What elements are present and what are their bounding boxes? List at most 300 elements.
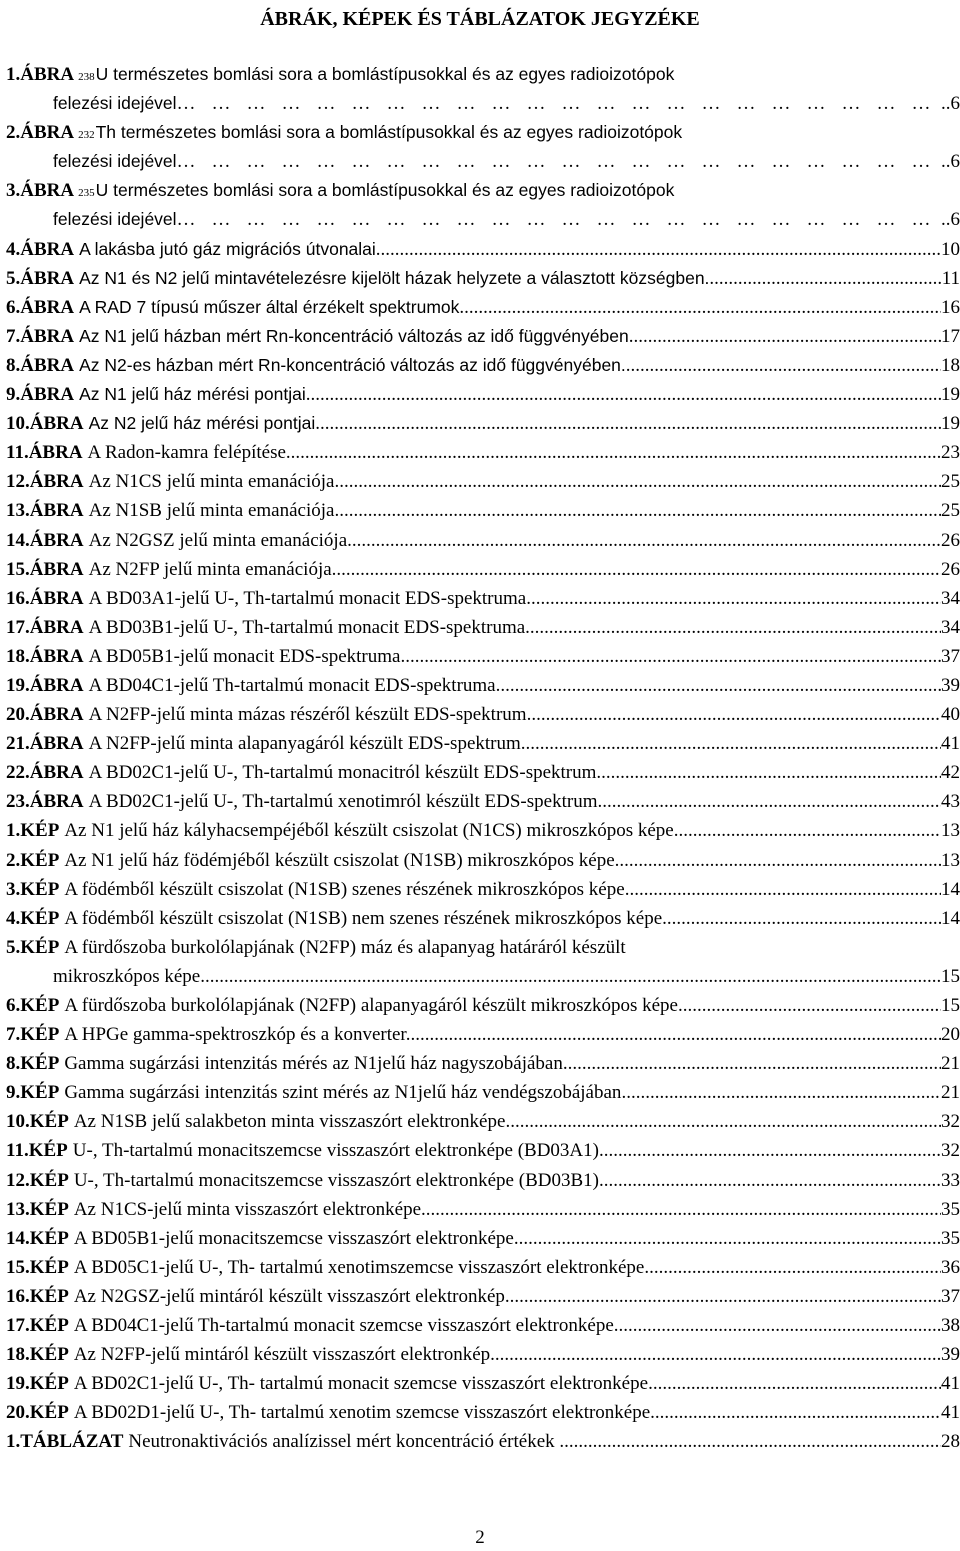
- toc-entry-kind: KÉP: [20, 995, 60, 1016]
- toc-entry-number: 1.: [6, 1431, 21, 1453]
- toc-entry-number: 10.: [6, 1111, 30, 1133]
- toc-entry-page: 11: [941, 267, 960, 289]
- toc-entry-page: 18: [941, 354, 960, 376]
- toc-entry: [6, 1282, 960, 1311]
- toc-dot-leader: [306, 380, 941, 409]
- toc-dot-leader: [615, 846, 941, 875]
- toc-entry-number: 2.: [6, 122, 21, 144]
- toc-entry-kind: KÉP: [20, 1024, 60, 1046]
- toc-entry-kind: ÁBRA: [29, 587, 84, 609]
- toc-dot-leader: [564, 1427, 941, 1456]
- toc-entry-kind: ÁBRA: [29, 674, 84, 696]
- toc-entry-continuation: felezési idejével: [53, 209, 177, 230]
- toc-entry-number: 14.: [6, 529, 30, 551]
- toc-entry-label: [6, 642, 89, 671]
- toc-entry-kind: ÁBRA: [20, 354, 75, 376]
- toc-entry-number: 21.: [6, 733, 30, 755]
- toc-entry: [6, 787, 960, 816]
- toc-entry-label: [6, 991, 64, 1020]
- toc-entry-number: 13.: [6, 500, 30, 522]
- toc-entry-number: 16.: [6, 587, 30, 609]
- toc-entry-label: [6, 118, 78, 147]
- toc-entry-text: A HPGe gamma-spektroszkóp és a konverter.: [64, 1024, 411, 1046]
- toc-entry-text: U természetes bomlási sora a bomlástípusokkal és az egyes radioizotópok: [95, 180, 675, 201]
- toc-entry: [6, 496, 960, 525]
- toc-entry-number: 5.: [6, 936, 21, 958]
- toc-entry: [6, 671, 960, 700]
- toc-entry-page: 26: [941, 529, 960, 551]
- toc-entry-text: Az N1CS-jelű minta visszaszórt elektronképe: [73, 1198, 421, 1220]
- toc-entry-kind: KÉP: [29, 1256, 69, 1278]
- toc-dot-leader: [678, 991, 941, 1020]
- toc-entry-number: 3.: [6, 878, 21, 900]
- toc-dot-leader: [347, 526, 941, 555]
- toc-entry: [6, 904, 960, 933]
- toc-entry-label: [6, 555, 89, 584]
- toc-entry-label: [6, 1049, 64, 1078]
- toc-dot-leader: [400, 642, 941, 671]
- toc-entry: [6, 1398, 960, 1427]
- toc-entry-text: Az N2FP-jelű mintáról készült visszaszórt elektronkép: [73, 1344, 491, 1366]
- toc-entry-kind: KÉP: [20, 907, 60, 929]
- toc-entry-kind: ÁBRA: [20, 64, 75, 85]
- toc-entry-label: [6, 846, 64, 875]
- toc-entry-line: [6, 1107, 960, 1136]
- toc-entry: [6, 1049, 960, 1078]
- toc-entry-line: [6, 1427, 960, 1456]
- toc-entry-line: [6, 1311, 960, 1340]
- toc-entry: [6, 264, 960, 293]
- toc-entry-line: [6, 1136, 960, 1165]
- toc-entry-kind: KÉP: [29, 1227, 69, 1249]
- toc-entry-kind: ÁBRA: [20, 180, 75, 202]
- toc-entry-line: [6, 1195, 960, 1224]
- toc-entry-line: [6, 875, 960, 904]
- toc-entry-page: 13: [941, 820, 960, 842]
- toc-entry: [6, 293, 960, 322]
- toc-entry-kind: KÉP: [29, 1111, 69, 1133]
- toc-entry-text: A Radon-kamra felépítése: [87, 442, 286, 464]
- toc-entry: [6, 467, 960, 496]
- page-title: ÁBRÁK, KÉPEK ÉS TÁBLÁZATOK JEGYZÉKE: [260, 8, 700, 30]
- toc-entry: [6, 351, 960, 380]
- toc-entry: [6, 700, 960, 729]
- toc-entry-label: [6, 351, 79, 380]
- toc-entry-kind: ÁBRA: [29, 616, 84, 638]
- toc-entry-kind: KÉP: [29, 1285, 69, 1307]
- toc-entry-line: [6, 264, 960, 293]
- toc-entry-page: 36: [941, 1256, 960, 1278]
- toc-entry-kind: ÁBRA: [29, 733, 84, 755]
- toc-entry-text: A födémből készült csiszolat (N1SB) szenes részének mikroszkópos képe: [64, 878, 625, 900]
- toc-entry-number: 20.: [6, 1402, 30, 1424]
- toc-entry-kind: ÁBRA: [20, 267, 75, 289]
- toc-entry-label: [6, 1253, 74, 1282]
- toc-dot-leader: [596, 758, 941, 787]
- toc-entry-line: [6, 235, 960, 264]
- toc-entry-label: [6, 787, 89, 816]
- toc-entry-number: 10.: [6, 413, 30, 435]
- toc-entry-label: [6, 526, 89, 555]
- toc-entry-label: [6, 1020, 64, 1049]
- toc-entry-label: [6, 1136, 73, 1165]
- toc-entry-kind: ÁBRA: [29, 558, 84, 580]
- toc-entry-line: [6, 787, 960, 816]
- toc-dot-leader: [644, 1253, 941, 1282]
- toc-entry: [6, 1427, 960, 1456]
- toc-entry-number: 11.: [6, 1140, 29, 1162]
- toc-dot-leader: [621, 1078, 941, 1107]
- toc-entry-page: ..6: [941, 209, 960, 231]
- toc-entry-text: Gamma sugárzási intenzitás szint mérés az N1jelű ház vendégszobájában: [64, 1082, 622, 1104]
- toc-entry-label: [6, 933, 64, 962]
- toc-entry: [6, 729, 960, 758]
- toc-entry-page: 43: [941, 791, 960, 813]
- toc-dot-leader: [709, 264, 941, 293]
- toc-entry-line: [6, 816, 960, 845]
- toc-entry-page: 14: [941, 907, 960, 929]
- toc-entry-label: [6, 1195, 74, 1224]
- toc-entry-kind: KÉP: [28, 1140, 68, 1162]
- toc-entry-kind: ÁBRA: [29, 704, 84, 726]
- toc-entry-page: 41: [941, 733, 960, 755]
- toc-entry-line: [6, 496, 960, 525]
- toc-entry-line: [6, 991, 960, 1020]
- toc-entry-page: 10: [941, 238, 960, 260]
- toc-entry-number: 20.: [6, 704, 30, 726]
- toc-entry-line: 2.ÁBRA 232 Th természetes bomlási sora a bomlástípusokkal és az egyes radioizotópok: [6, 118, 960, 147]
- toc-entry-text: A BD03B1-jelű U-, Th-tartalmú monacit EDS-spektruma: [88, 616, 526, 638]
- toc-entry: [6, 555, 960, 584]
- toc-entry-text: U-, Th-tartalmú monacitszemcse visszaszórt elektronképe (BD03B1): [73, 1169, 599, 1191]
- toc-entry: [6, 1020, 960, 1049]
- toc-entry-page: 15: [941, 965, 960, 987]
- toc-entry-kind: KÉP: [20, 820, 60, 842]
- toc-entry-line: [6, 1253, 960, 1282]
- toc-entry-continuation: felezési idejével: [53, 93, 177, 114]
- toc-entry-text: A födémből készült csiszolat (N1SB) nem szenes részének mikroszkópos képe: [64, 907, 663, 929]
- toc-dot-leader: [526, 584, 941, 613]
- toc-entry-number: 8.: [6, 1053, 21, 1075]
- toc-entry-label: [6, 1398, 74, 1427]
- toc-entry-number: 12.: [6, 471, 30, 493]
- toc-dot-leader: [525, 613, 941, 642]
- toc-entry-number: 8.: [6, 354, 21, 376]
- toc-entry-page: 40: [941, 704, 960, 726]
- toc-entry-label: [6, 1427, 128, 1456]
- toc-entry: [6, 409, 960, 438]
- toc-entry-text: Az N2-es házban mért Rn-koncentráció változás az idő függvényében.: [79, 354, 626, 375]
- toc-entry-kind: KÉP: [20, 1082, 60, 1104]
- toc-entry-page: 41: [941, 1373, 960, 1395]
- toc-entry-page: 19: [941, 413, 960, 435]
- toc-entry-page: 23: [941, 442, 960, 464]
- toc-entry-number: 18.: [6, 1344, 30, 1366]
- toc-dot-leader: [496, 671, 941, 700]
- toc-entry-label: [6, 758, 89, 787]
- toc-entry-kind: ÁBRA: [20, 325, 75, 347]
- toc-entry-page: 37: [941, 1285, 960, 1307]
- toc-entry-number: 4.: [6, 907, 21, 929]
- toc-entry-text: Az N1 és N2 jelű mintavételezésre kijelölt házak helyzete a választott községben.: [79, 267, 710, 288]
- toc-entry-number: 12.: [6, 1169, 30, 1191]
- toc-entry-kind: KÉP: [29, 1315, 69, 1337]
- toc-entry-label: [6, 176, 78, 205]
- toc-entry: [6, 438, 960, 467]
- toc-dot-leader: [674, 816, 941, 845]
- toc-entry: [6, 118, 960, 176]
- toc-entry-page: 35: [941, 1227, 960, 1249]
- toc-entry-kind: ÁBRA: [29, 645, 84, 667]
- toc-entry-number: 3.: [6, 180, 21, 202]
- toc-dot-leader: [629, 322, 941, 351]
- toc-entry: [6, 322, 960, 351]
- toc-entry-number: 7.: [6, 325, 21, 347]
- toc-entry-label: [6, 438, 88, 467]
- toc-entry-line: [6, 1020, 960, 1049]
- toc-entry-kind: ÁBRA: [29, 762, 84, 784]
- toc-dot-leader: [505, 1107, 941, 1136]
- toc-dot-leader: [599, 1166, 941, 1195]
- toc-entry-number: 1.: [6, 64, 21, 85]
- toc-entry: [6, 380, 960, 409]
- toc-entry: [6, 176, 960, 234]
- toc-entry: [6, 642, 960, 671]
- toc-entry-text: Az N2GSZ jelű minta emanációja: [88, 529, 348, 551]
- toc-entry-label: [6, 380, 79, 409]
- toc-entry-line: [6, 1078, 960, 1107]
- toc-entry: [6, 758, 960, 787]
- toc-entry-line: [6, 467, 960, 496]
- toc-dot-leader: [376, 235, 941, 264]
- toc-entry-label: [6, 1369, 74, 1398]
- toc-entry-page: 14: [941, 878, 960, 900]
- toc-entry: [6, 1195, 960, 1224]
- toc-entry-line: [6, 555, 960, 584]
- table-of-contents: [6, 60, 960, 1457]
- toc-entry-line: [6, 409, 960, 438]
- toc-entry-text: A BD03A1-jelű U-, Th-tartalmú monacit EDS-spektruma: [88, 587, 527, 609]
- toc-entry-text: A BD02D1-jelű U-, Th- tartalmú xenotim szemcse visszaszórt elektronképe: [73, 1402, 651, 1424]
- toc-entry-line: [6, 1224, 960, 1253]
- toc-dot-leader: [563, 1049, 941, 1078]
- toc-entry-label: [6, 235, 79, 264]
- toc-entry-kind: KÉP: [20, 849, 60, 871]
- toc-entry-number: 16.: [6, 1285, 30, 1307]
- toc-entry-text: Az N1SB jelű salakbeton minta visszaszórt elektronképe: [73, 1111, 506, 1133]
- toc-entry-text: Az N1 jelű házban mért Rn-koncentráció változás az idő függvényében: [79, 325, 629, 346]
- toc-dot-leader: [334, 467, 941, 496]
- toc-entry-text: A BD02C1-jelű U-, Th-tartalmú monacitról készült EDS-spektrum: [88, 762, 597, 784]
- toc-entry-line: [6, 322, 960, 351]
- toc-dot-leader: [334, 496, 941, 525]
- toc-entry-page: 39: [941, 674, 960, 696]
- toc-dot-leader: [599, 1136, 941, 1165]
- toc-entry-label: [6, 1078, 64, 1107]
- toc-entry-kind: KÉP: [29, 1198, 69, 1220]
- toc-entry-label: [6, 1282, 74, 1311]
- toc-entry-continuation-line: [6, 962, 960, 991]
- toc-entry-text: A RAD 7 típusú műszer által érzékelt spektrumok: [79, 296, 460, 317]
- toc-entry-text: A BD05C1-jelű U-, Th- tartalmú xenotimszemcse visszaszórt elektronképe: [73, 1256, 645, 1278]
- toc-entry-number: 9.: [6, 1082, 21, 1104]
- toc-entry-continuation: felezési idejével: [53, 151, 177, 172]
- toc-entry: [6, 1340, 960, 1369]
- toc-entry-line: [6, 1340, 960, 1369]
- toc-entry-text: Az N1CS jelű minta emanációja: [88, 471, 335, 493]
- toc-entry-kind: ÁBRA: [20, 296, 75, 318]
- toc-entry-text: A BD04C1-jelű Th-tartalmú monacit szemcse visszaszórt elektronképe: [73, 1315, 614, 1337]
- toc-entry-kind: KÉP: [20, 878, 60, 900]
- toc-dot-leader: [650, 1398, 941, 1427]
- page-number: 2: [475, 1527, 485, 1548]
- toc-entry-page: ..6: [941, 151, 960, 173]
- toc-entry-kind: ÁBRA: [20, 384, 75, 406]
- toc-entry-line: [6, 293, 960, 322]
- toc-entry-label: [6, 409, 89, 438]
- toc-entry-label: [6, 1340, 74, 1369]
- toc-entry-number: 14.: [6, 1227, 30, 1249]
- toc-dot-leader: [286, 438, 941, 467]
- toc-entry-number: 15.: [6, 1256, 30, 1278]
- toc-entry-page: 25: [941, 500, 960, 522]
- toc-dot-leader: [410, 1020, 941, 1049]
- toc-dot-leader: [177, 147, 941, 176]
- toc-entry-label: [6, 671, 89, 700]
- toc-entry-continuation-line: [6, 147, 960, 176]
- toc-entry-line: [6, 380, 960, 409]
- toc-entry-line: [6, 1166, 960, 1195]
- toc-dot-leader: [521, 729, 941, 758]
- toc-entry-text: Th természetes bomlási sora a bomlástípusokkal és az egyes radioizotópok: [95, 122, 683, 143]
- toc-entry-page: 21: [941, 1053, 960, 1075]
- toc-dot-leader: [200, 962, 941, 991]
- toc-entry-text: U-, Th-tartalmú monacitszemcse visszaszórt elektronképe (BD03A1): [72, 1140, 599, 1162]
- toc-entry: [6, 60, 960, 118]
- toc-entry-page: 32: [941, 1140, 960, 1162]
- toc-entry-number: 17.: [6, 616, 30, 638]
- toc-entry-line: 1.ÁBRA 238 U természetes bomlási sora a bomlástípusokkal és az egyes radioizotópok: [6, 60, 960, 89]
- toc-dot-leader: [625, 875, 941, 904]
- toc-entry-number: 15.: [6, 558, 30, 580]
- toc-entry-label: [6, 496, 89, 525]
- toc-entry-page: 39: [941, 1344, 960, 1366]
- toc-entry-continuation: mikroszkópos képe: [53, 965, 201, 987]
- toc-entry-text: Az N1 jelű ház mérési pontjai: [79, 384, 306, 405]
- toc-entry-line: [6, 438, 960, 467]
- toc-dot-leader: [514, 1224, 941, 1253]
- toc-entry-number: 6.: [6, 995, 21, 1016]
- toc-entry-label: [6, 584, 89, 613]
- toc-entry-page: 34: [941, 616, 960, 638]
- toc-entry-number: 1.: [6, 820, 21, 842]
- toc-entry-page: 25: [941, 471, 960, 493]
- toc-entry-text: A fürdőszoba burkolólapjának (N2FP) máz és alapanyag határáról készült: [64, 936, 626, 958]
- toc-entry-kind: KÉP: [20, 936, 60, 958]
- toc-entry-line: [6, 758, 960, 787]
- toc-entry-text: A BD02C1-jelű U-, Th- tartalmú monacit szemcse visszaszórt elektronképe: [73, 1373, 649, 1395]
- toc-dot-leader: [597, 787, 941, 816]
- toc-entry: [6, 613, 960, 642]
- toc-entry-line: [6, 642, 960, 671]
- toc-entry-page: 32: [941, 1111, 960, 1133]
- toc-entry-number: 9.: [6, 384, 21, 406]
- toc-entry-text: Az N1SB jelű minta emanációja: [88, 500, 335, 522]
- toc-entry-text: A BD04C1-jelű Th-tartalmú monacit EDS-spektruma: [88, 674, 496, 696]
- toc-entry-kind: ÁBRA: [29, 529, 84, 551]
- toc-dot-leader: [648, 1369, 941, 1398]
- toc-entry-number: 4.: [6, 238, 21, 260]
- toc-entry: [6, 1078, 960, 1107]
- toc-entry-line: [6, 846, 960, 875]
- toc-entry-text: A BD02C1-jelű U-, Th-tartalmú xenotimról készült EDS-spektrum: [88, 791, 598, 813]
- toc-entry-line: [6, 933, 960, 962]
- toc-entry-page: 21: [941, 1082, 960, 1104]
- toc-entry: [6, 991, 960, 1020]
- toc-entry-page: 19: [941, 384, 960, 406]
- toc-entry-text: Az N2FP jelű minta emanációja: [88, 558, 332, 580]
- toc-entry-number: 6.: [6, 296, 21, 318]
- toc-entry-label: [6, 875, 64, 904]
- toc-entry-label: [6, 467, 89, 496]
- toc-entry-page: 16: [941, 296, 960, 318]
- toc-entry-number: 18.: [6, 645, 30, 667]
- toc-entry-text: A BD05B1-jelű monacitszemcse visszaszórt elektronképe: [73, 1227, 514, 1249]
- toc-dot-leader: [315, 409, 941, 438]
- toc-entry-page: 42: [941, 762, 960, 784]
- toc-entry-label: [6, 1311, 74, 1340]
- toc-entry-page: 13: [941, 849, 960, 871]
- toc-entry-text: Az N1 jelű ház födémjéből készült csiszolat (N1SB) mikroszkópos képe: [64, 849, 615, 871]
- toc-dot-leader: [177, 89, 941, 118]
- toc-entry: [6, 875, 960, 904]
- toc-entry-text: Az N1 jelű ház kályhacsempéjéből készült csiszolat (N1CS) mikroszkópos képe: [64, 820, 674, 842]
- toc-entry-label: [6, 1107, 74, 1136]
- toc-dot-leader: [332, 555, 941, 584]
- toc-entry-text: A lakásba jutó gáz migrációs útvonalai: [79, 238, 376, 259]
- toc-entry-continuation-line: [6, 205, 960, 234]
- toc-entry-continuation-line: [6, 89, 960, 118]
- toc-entry-text: A fürdőszoba burkolólapjának (N2FP) alapanyagáról készült mikroszkópos képe: [64, 995, 678, 1016]
- toc-dot-leader: [459, 293, 941, 322]
- toc-entry-label: [6, 1166, 74, 1195]
- toc-entry-line: [6, 1369, 960, 1398]
- toc-entry-number: 22.: [6, 762, 30, 784]
- toc-entry-text: Gamma sugárzási intenzitás mérés az N1jelű ház nagyszobájában: [64, 1053, 563, 1075]
- toc-entry-page: 28: [941, 1431, 960, 1453]
- toc-entry: [6, 526, 960, 555]
- toc-entry-text: A N2FP-jelű minta mázas részéről készült EDS-spektrum: [88, 704, 527, 726]
- toc-entry-page: 20: [941, 1024, 960, 1046]
- toc-entry-label: [6, 816, 64, 845]
- toc-entry-line: [6, 729, 960, 758]
- toc-entry-label: [6, 1224, 74, 1253]
- toc-entry-kind: KÉP: [29, 1169, 69, 1191]
- toc-entry-page: 17: [941, 325, 960, 347]
- toc-entry-number: 7.: [6, 1024, 21, 1046]
- toc-entry-number: 11.: [6, 442, 29, 464]
- toc-entry-text: A N2FP-jelű minta alapanyagáról készült EDS-spektrum: [88, 733, 521, 755]
- toc-entry-number: 19.: [6, 1373, 30, 1395]
- toc-entry-text: Az N2 jelű ház mérési pontjai: [88, 413, 316, 434]
- toc-entry-page: ..6: [941, 93, 960, 115]
- toc-entry-line: [6, 1049, 960, 1078]
- toc-entry-page: 35: [941, 1198, 960, 1220]
- toc-entry-line: [6, 584, 960, 613]
- toc-entry-number: 17.: [6, 1315, 30, 1337]
- toc-dot-leader: [490, 1340, 941, 1369]
- toc-entry-number: 13.: [6, 1198, 30, 1220]
